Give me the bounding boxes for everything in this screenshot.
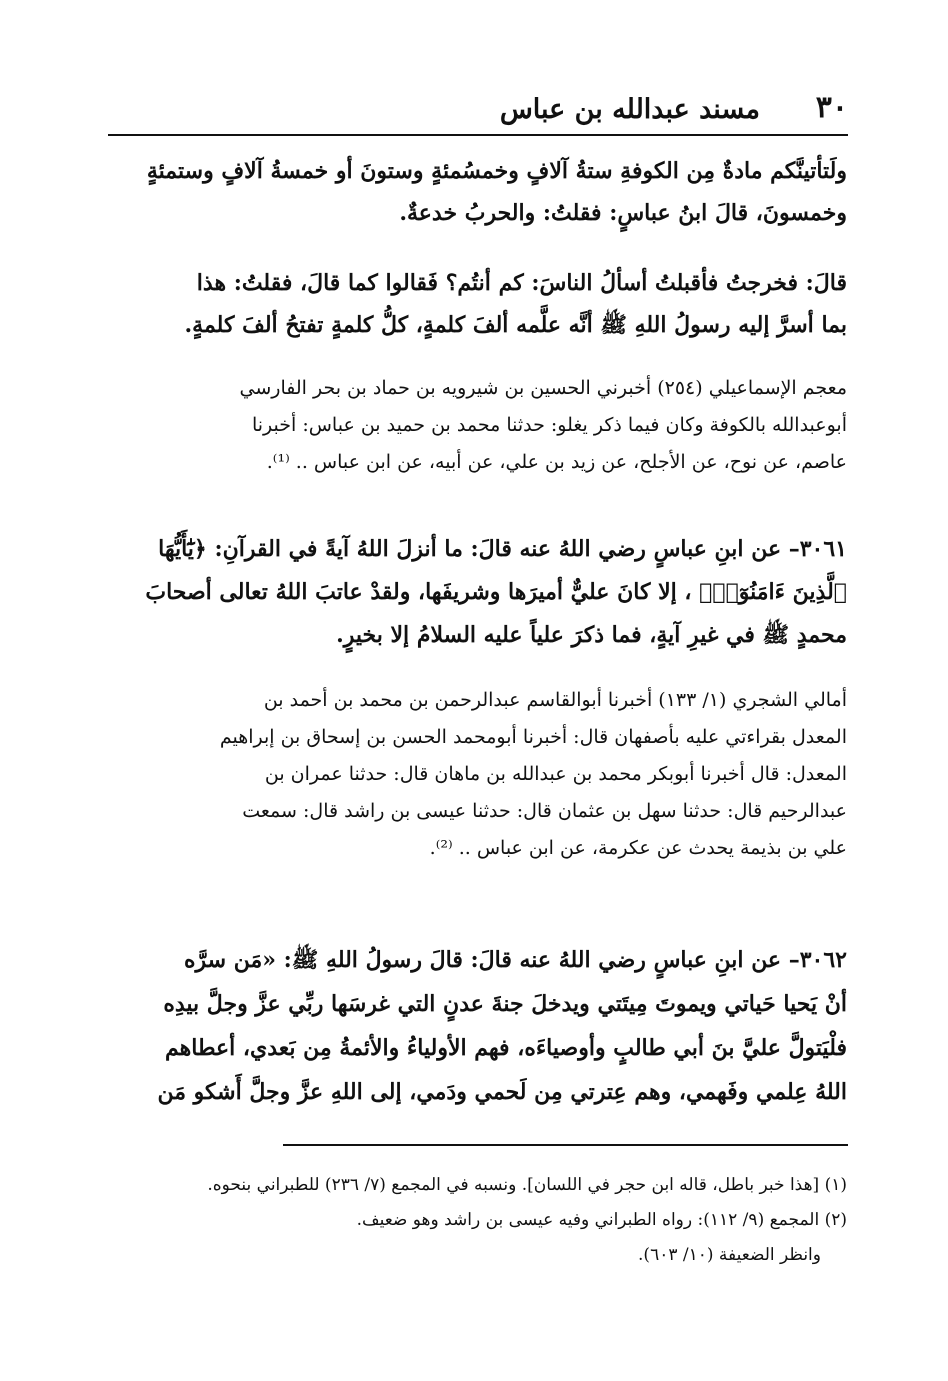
- footnotes: [100, 1168, 847, 1273]
- footnote-1: (١) [هذا خبر باطل، قاله ابن حجر في اللسان]. ونسبه في المجمع (٧/ ٢٣٦) للطبراني بنحوه.: [207, 1175, 847, 1195]
- text-line: عبدالرحيم قال: حدثنا سهل بن عثمان قال: حدثنا عيسى بن راشد قال: سمعت: [242, 800, 847, 822]
- source-paragraph-1: [100, 370, 847, 481]
- text-line: أنْ يَحيا حَياتي ويموتَ مِيتَتي ويدخلَ جنةَ عدنٍ التي غرسَها ربِّي عزَّ وجلَّ بيدِه: [163, 991, 847, 1017]
- running-title: مسند عبدالله بن عباس: [499, 94, 760, 125]
- hadith-3061: [100, 528, 847, 657]
- text-line: أبوعبدالله بالكوفة وكان فيما ذكر يغلو: حدثنا محمد بن حميد بن عباس: أخبرنا: [251, 414, 847, 436]
- text-line: وخمسونَ، قالَ ابنُ عباسٍ: فقلتُ: والحربُ خدعةٌ.: [399, 200, 847, 226]
- text-line: بما أسرَّ إليه رسولُ اللهِ ﷺ أنَّه علَّمه ألفَ كلمةٍ، كلُّ كلمةٍ تفتحُ ألفَ كلمةٍ.: [184, 312, 847, 338]
- text-line: قالَ: فخرجتُ فأقبلتُ أسألُ الناسَ: كم أنتُم؟ فَقالوا كما قالَ، فقلتُ: هذا: [196, 270, 847, 296]
- text-line: علي بن بذيمة يحدث عن عكرمة، عن ابن عباس .. ⁽²⁾.: [429, 837, 847, 859]
- continuation-paragraph: [100, 150, 847, 234]
- running-header: [108, 86, 848, 136]
- footnote-divider: [283, 1144, 848, 1146]
- text-line: المعدل بقراءتي عليه بأصفهان قال: أخبرنا أبومحمد الحسن بن إسحاق بن إبراهيم: [219, 726, 847, 748]
- text-line: ٣٠٦١– عن ابنِ عباسٍ رضي اللهُ عنه قالَ: ما أنزلَ اللهُ آيةً في القرآنِ: ﴿يَٰٓأَيُّهَا: [158, 536, 847, 562]
- hadith-3062: [100, 938, 847, 1114]
- narration-paragraph: [100, 262, 847, 346]
- text-line: فلْيَتولَّ عليَّ بنَ أبي طالبٍ وأوصياءَه، فهم الأولياءُ والأئمةُ مِن بَعدي، أعطاهم: [165, 1035, 847, 1061]
- page-number: ٣٠: [815, 90, 848, 125]
- text-line: معجم الإسماعيلي (٢٥٤) أخبرني الحسين بن شيرويه بن حماد بن بحر الفارسي: [239, 377, 847, 399]
- text-line: محمدٍ ﷺ في غيرِ آيةٍ، فما ذكرَ علياً عليه السلامُ إلا بخيرٍ.: [336, 622, 847, 648]
- text-line: عاصم، عن نوح، عن الأجلح، عن زيد بن علي، عن أبيه، عن ابن عباس .. ⁽¹⁾.: [266, 451, 847, 473]
- text-line: ولَتأتينَّكم مادةٌ مِن الكوفةِ ستةُ آلافٍ وخمسُمئةٍ وستونَ أو خمسةُ آلافٍ وستمئةٍ: [146, 158, 847, 184]
- text-line: ٱلَّذِينَ ءَامَنُوٓا۟﴾ ، إلا كانَ عليٌّ أميرَها وشريفَها، ولقدْ عاتبَ اللهُ تعالى أصحابَ: [145, 579, 847, 605]
- footnote-2-continuation: وانظر الضعيفة (١٠/ ٦٠٣).: [638, 1245, 821, 1265]
- text-line: اللهُ عِلمي وفَهمي، وهم عِترتي مِن لَحمي ودَمي، إلى اللهِ عزَّ وجلَّ أَشكو مَن: [157, 1079, 847, 1105]
- text-line: المعدل: قال أخبرنا أبوبكر محمد بن عبدالله بن ماهان قال: حدثنا عمران بن: [264, 763, 847, 785]
- source-paragraph-2: [100, 682, 847, 867]
- text-line: أمالي الشجري (١/ ١٣٣) أخبرنا أبوالقاسم عبدالرحمن بن محمد بن أحمد بن: [263, 689, 847, 711]
- footnote-2: (٢) المجمع (٩/ ١١٢): رواه الطبراني وفيه عيسى بن راشد وهو ضعيف.: [356, 1210, 847, 1230]
- text-line: ٣٠٦٢– عن ابنِ عباسٍ رضي اللهُ عنه قالَ: قالَ رسولُ اللهِ ﷺ: «مَن سرَّه: [183, 947, 847, 973]
